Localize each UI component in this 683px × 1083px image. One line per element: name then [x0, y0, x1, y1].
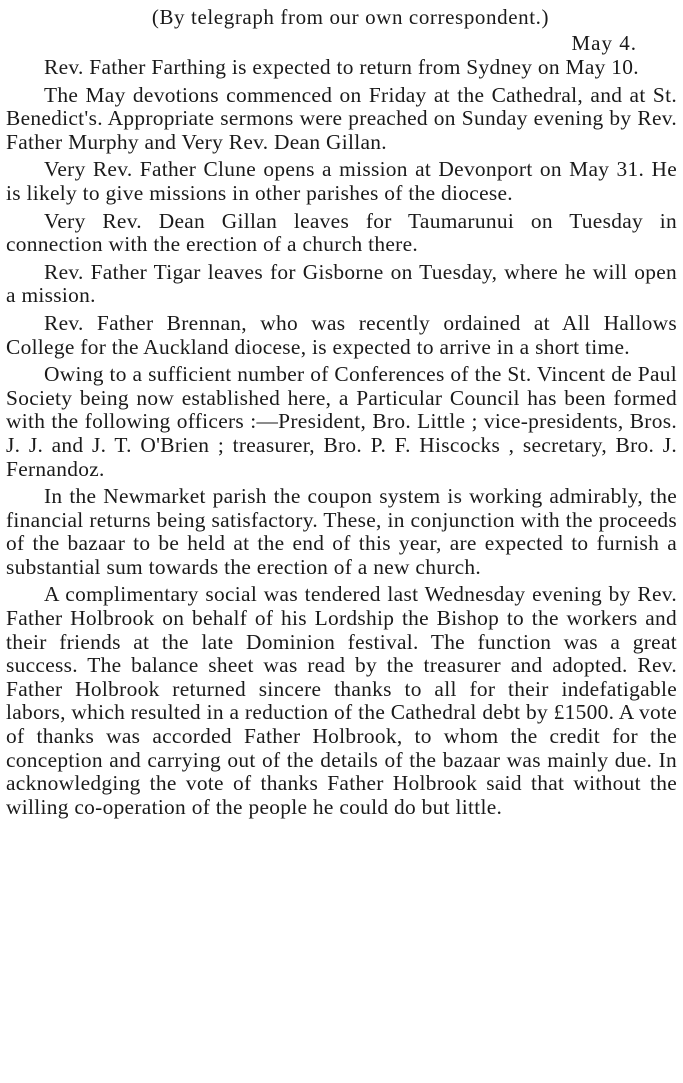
article-body [6, 56, 677, 819]
paragraph-father-clune: Very Rev. Father Clune opens a mission at Devonport on May 31. He is likely to give missions in other parishes of the diocese. [6, 157, 677, 205]
dispatch-date: May 4. [571, 31, 637, 55]
paragraph-dean-gillan: Very Rev. Dean Gillan leaves for Taumarunui on Tuesday in connection with the erection of a church there. [6, 208, 677, 257]
paragraph-father-farthing: Rev. Father Farthing is expected to return from Sydney on May 10. [44, 55, 639, 79]
dispatch-header: (By telegraph from our own correspondent.) [151, 5, 550, 29]
paragraph-complimentary-social: A complimentary social was tendered last Wednesday evening by Rev. Father Holbrook on behalf of his Lordship the Bishop to the workers and their friends at the late Dominion festival. The function was a great success. The balance sheet was read by the treasurer and adopted. Rev. Father Holbrook returned sincere thanks to all for their indefatigable labors, which resulted in a reduction of the Cathedral debt by £1500. A vote of thanks was accorded Father Holbrook, to whom the credit for the conception and carrying out of the details of the bazaar was mainly due. In acknowledging the vote of thanks Father Holbrook said that without the willing co-operation of the people he could do but little. [6, 582, 677, 819]
paragraph-st-vincent-de-paul: Owing to a sufficient number of Conferences of the St. Vincent de Paul Society being now established here, a Particular Council has been formed with the following officers :—President, Bro. Little ; vice-presidents, Bros. J. J. and J. T. O'Brien ; treasurer, Bro. P. F. Hiscocks , secretary, Bro. J. Fernandoz. [6, 362, 677, 481]
paragraph-newmarket-parish: In the Newmarket parish the coupon system is working admirably, the financial returns being satisfactory. These, in conjunction with the proceeds of the bazaar to be held at the end of this year, are expected to furnish a substantial sum towards the erection of a new church. [6, 484, 677, 579]
paragraph-may-devotions: The May devotions commenced on Friday at the Cathedral, and at St. Benedict's. Appropriate sermons were preached on Sunday evening by Rev. Father Murphy and Very Rev. Dean Gillan. [6, 82, 677, 154]
paragraph-father-tigar: Rev. Father Tigar leaves for Gisborne on Tuesday, where he will open a mission. [6, 259, 677, 308]
paragraph-father-brennan: Rev. Father Brennan, who was recently ordained at All Hallows College for the Auckland diocese, is expected to arrive in a short time. [6, 310, 677, 359]
